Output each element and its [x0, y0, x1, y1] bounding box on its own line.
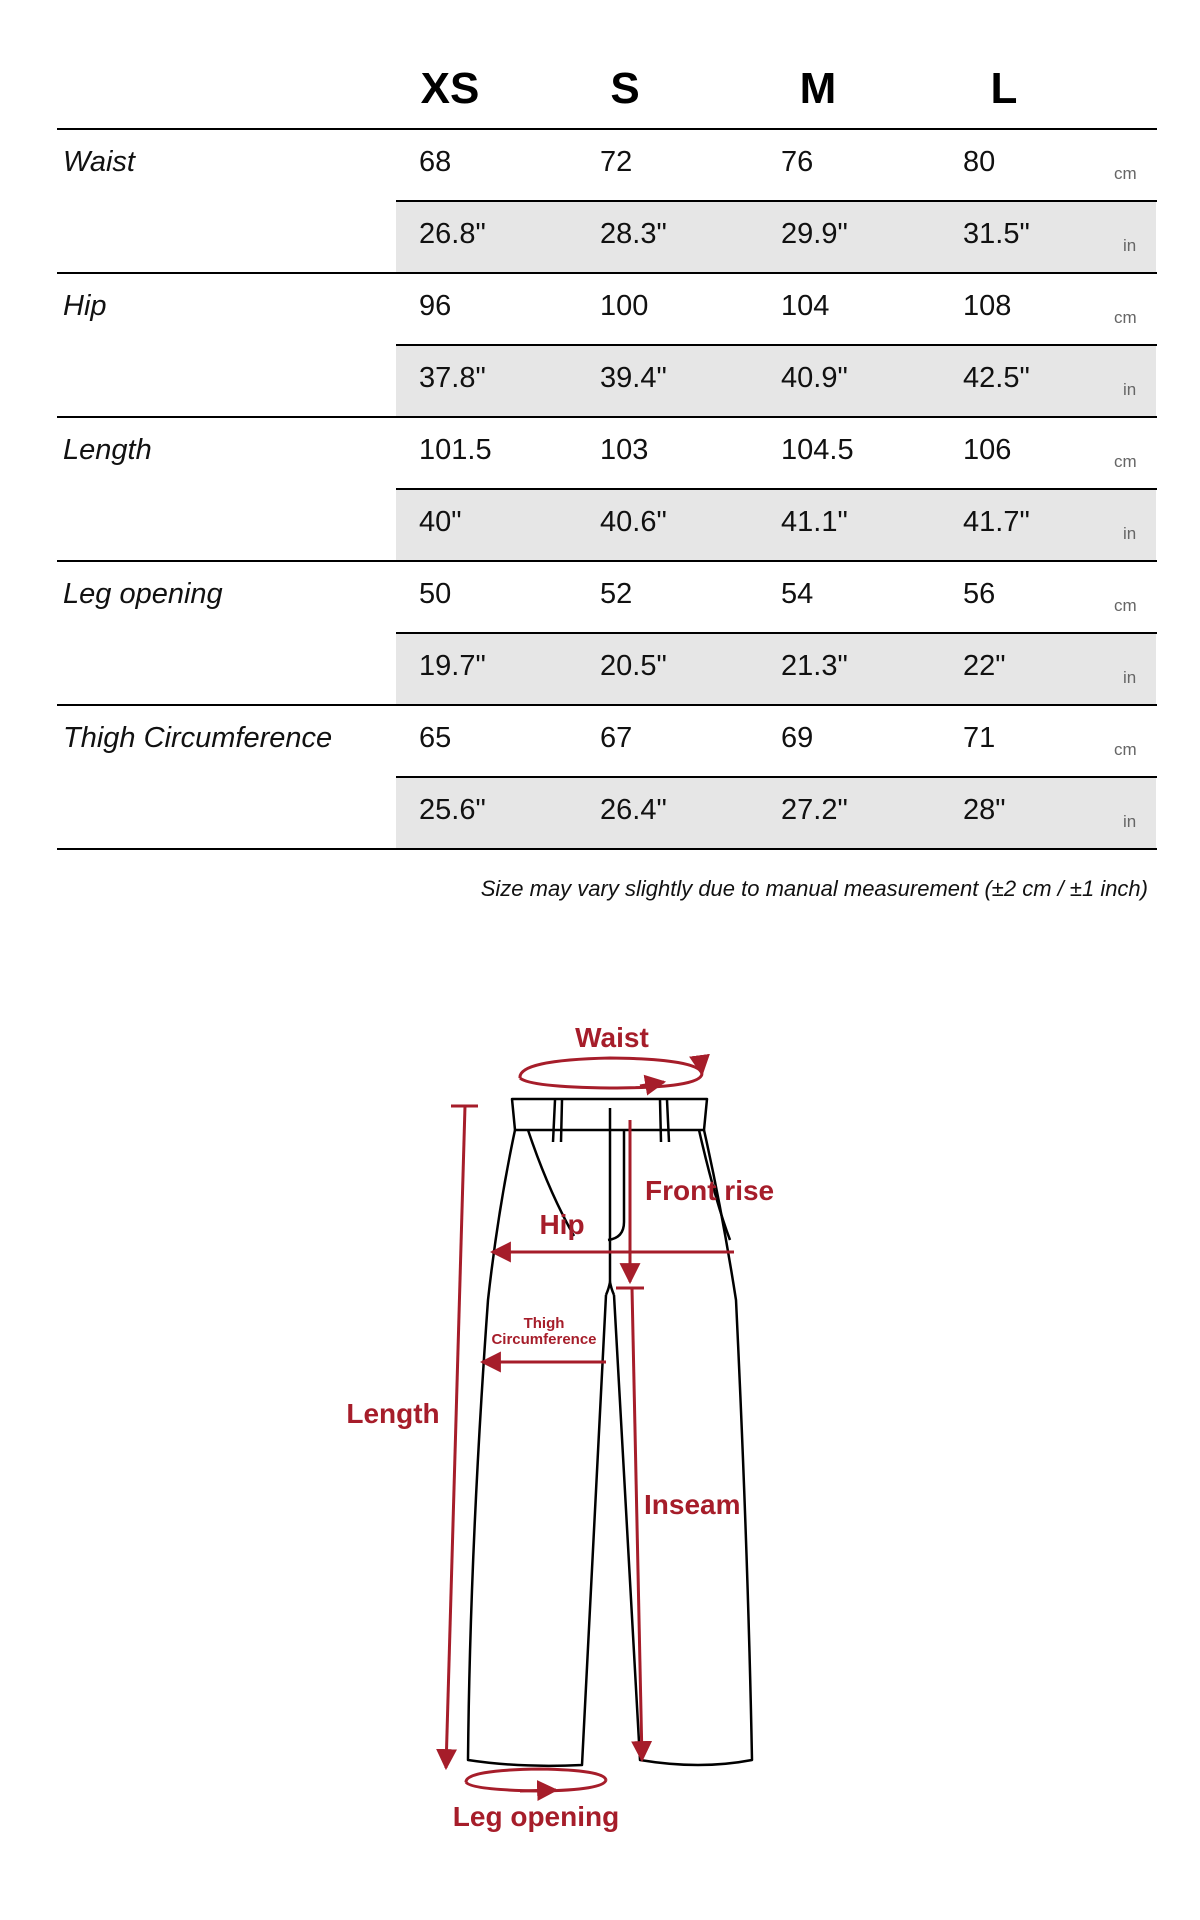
inch-value: 19.7" [419, 650, 486, 682]
cm-value: 100 [600, 290, 649, 322]
group-rule [57, 560, 1157, 562]
length-indicator [446, 1106, 478, 1768]
inch-value: 22" [963, 650, 1006, 682]
inch-value: 28" [963, 794, 1006, 826]
inch-value: 41.1" [781, 506, 848, 538]
cm-value: 104 [781, 290, 830, 322]
measurement-label: Leg opening [63, 578, 223, 610]
pants-measurement-diagram [0, 990, 1200, 1860]
row-divider [396, 344, 1157, 346]
row-divider [396, 776, 1157, 778]
waist-indicator [520, 1058, 702, 1088]
cm-value: 96 [419, 290, 452, 322]
inch-value: 29.9" [781, 218, 848, 250]
cm-value: 69 [781, 722, 814, 754]
inch-value: 26.8" [419, 218, 486, 250]
row-divider [396, 488, 1157, 490]
cm-value: 65 [419, 722, 452, 754]
unit-cm: cm [1114, 452, 1137, 471]
inch-value: 20.5" [600, 650, 667, 682]
inch-value: 42.5" [963, 362, 1030, 394]
cm-value: 67 [600, 722, 633, 754]
inch-row-band [396, 777, 1156, 849]
hip-label: Hip [539, 1209, 585, 1240]
unit-in: in [1123, 380, 1137, 399]
size-s: S [610, 64, 640, 113]
cm-value: 106 [963, 434, 1012, 466]
measurement-label: Length [63, 434, 152, 466]
size-l: L [990, 64, 1018, 113]
inseam-label: Inseam [644, 1489, 741, 1520]
inch-value: 25.6" [419, 794, 486, 826]
group-rule [57, 848, 1157, 850]
measurement-label: Waist [63, 146, 135, 178]
leg-opening-label: Leg opening [452, 1801, 620, 1832]
unit-cm: cm [1114, 308, 1137, 327]
length-label: Length [346, 1398, 440, 1429]
unit-in: in [1123, 524, 1137, 543]
cm-value: 80 [963, 146, 996, 178]
group-rule [57, 704, 1157, 706]
cm-value: 50 [419, 578, 452, 610]
thigh-label-line2: Circumference [491, 1331, 597, 1348]
unit-in: in [1123, 668, 1137, 687]
leg-opening-indicator [466, 1769, 606, 1791]
cm-value: 101.5 [419, 434, 492, 466]
inch-value: 27.2" [781, 794, 848, 826]
front-rise-label: Front rise [645, 1175, 775, 1206]
inch-value: 37.8" [419, 362, 486, 394]
inch-value: 40.9" [781, 362, 848, 394]
row-divider [396, 200, 1157, 202]
inch-value: 40.6" [600, 506, 667, 538]
cm-value: 68 [419, 146, 452, 178]
thigh-label-line1: Thigh [523, 1315, 565, 1332]
unit-in: in [1123, 812, 1137, 831]
cm-value: 52 [600, 578, 633, 610]
waist-label: Waist [575, 1022, 649, 1053]
unit-in: in [1123, 236, 1137, 255]
group-rule [57, 416, 1157, 418]
cm-value: 104.5 [781, 434, 854, 466]
inch-row-band [396, 633, 1156, 705]
unit-cm: cm [1114, 596, 1137, 615]
inch-value: 21.3" [781, 650, 848, 682]
unit-cm: cm [1114, 164, 1137, 183]
inch-row-band [396, 345, 1156, 417]
inch-value: 28.3" [600, 218, 667, 250]
size-m: M [799, 64, 837, 113]
measurement-label: Hip [63, 290, 107, 322]
inch-value: 39.4" [600, 362, 667, 394]
cm-value: 103 [600, 434, 649, 466]
cm-value: 56 [963, 578, 996, 610]
cm-value: 54 [781, 578, 814, 610]
cm-value: 72 [600, 146, 633, 178]
inch-value: 40" [419, 506, 462, 538]
table-top-rule [57, 128, 1157, 130]
measurement-note: Size may vary slightly due to manual measurement (±2 cm / ±1 inch) [480, 876, 1148, 901]
inch-value: 41.7" [963, 506, 1030, 538]
inch-value: 26.4" [600, 794, 667, 826]
inch-row-band [396, 489, 1156, 561]
unit-cm: cm [1114, 740, 1137, 759]
group-rule [57, 272, 1157, 274]
cm-value: 71 [963, 722, 996, 754]
inseam-indicator [616, 1288, 644, 1760]
size-xs: XS [420, 64, 480, 113]
inch-value: 31.5" [963, 218, 1030, 250]
measurement-label: Thigh Circumference [63, 722, 333, 754]
cm-value: 108 [963, 290, 1012, 322]
row-divider [396, 632, 1157, 634]
inch-row-band [396, 201, 1156, 273]
cm-value: 76 [781, 146, 814, 178]
